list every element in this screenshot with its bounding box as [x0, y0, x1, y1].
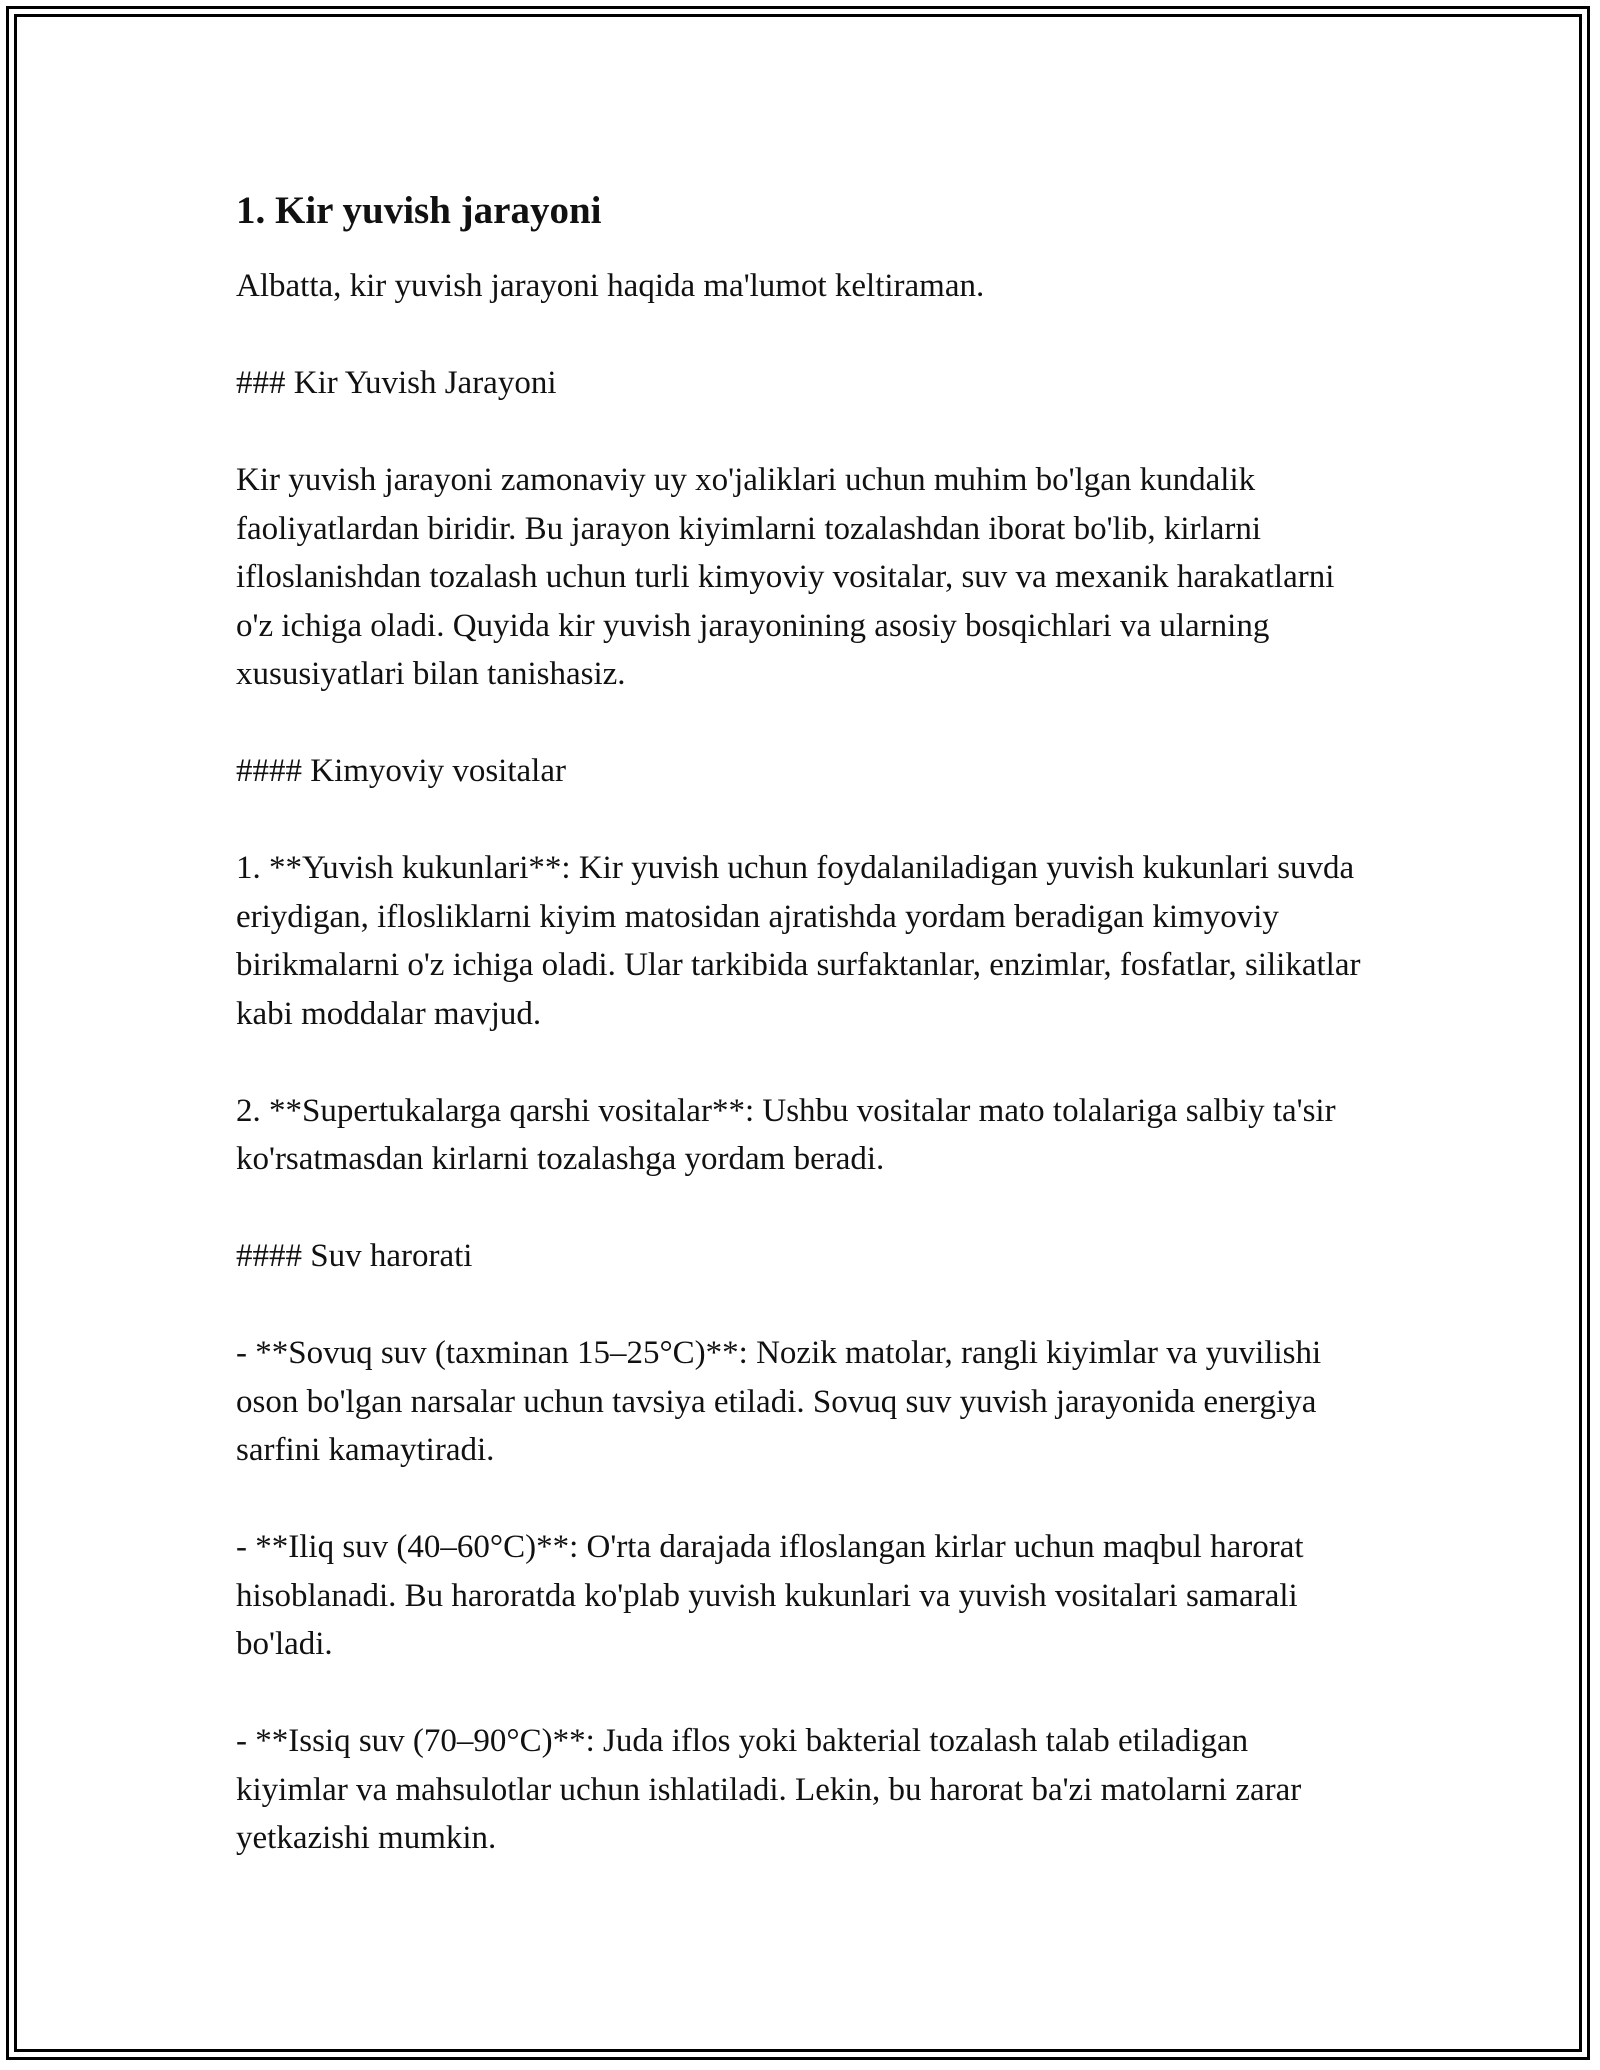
section-heading-suv-harorati: #### Suv harorati	[236, 1238, 473, 1274]
intro-paragraph: Albatta, kir yuvish jarayoni haqida ma'lumot keltiraman.	[236, 268, 985, 304]
section-heading-kir-yuvish: ### Kir Yuvish Jarayoni	[236, 365, 557, 401]
list-item-sovuq-suv: - **Sovuq suv (taxminan 15–25°C)**: Nozik matolar, rangli kiyimlar va yuvilishi oson bo'lgan narsalar uchun tavsiya etiladi. Sovuq suv yuvish jarayonida energiya sarfini kamaytiradi.	[236, 1335, 1322, 1468]
document-body	[236, 186, 1366, 1911]
list-item-yuvish-kukunlari: 1. **Yuvish kukunlari**: Kir yuvish uchun foydalaniladigan yuvish kukunlari suvda eriydigan, iflosliklarni kiyim matosidan ajratishda yordam beradigan kimyoviy birikmalarni o'z ichiga oladi. Ular tarkibida surfaktanlar, enzimlar, fosfatlar, silikatlar kabi moddalar mavjud.	[236, 850, 1361, 1032]
list-item-iliq-suv: - **Iliq suv (40–60°C)**: O'rta darajada ifloslangan kirlar uchun maqbul harorat hisoblanadi. Bu haroratda ko'plab yuvish kukunlari va yuvish vositalari samarali bo'ladi.	[236, 1529, 1304, 1662]
section-heading-kimyoviy: #### Kimyoviy vositalar	[236, 753, 566, 789]
list-item-supertukalar: 2. **Supertukalarga qarshi vositalar**: Ushbu vositalar mato tolalariga salbiy ta'sir ko'rsatmasdan kirlarni tozalashga yordam beradi.	[236, 1092, 1336, 1177]
list-item-issiq-suv: - **Issiq suv (70–90°C)**: Juda iflos yoki bakterial tozalash talab etiladigan kiyimlar va mahsulotlar uchun ishlatiladi. Lekin, bu harorat ba'zi matolarni zarar yetkazishi mumkin.	[236, 1723, 1302, 1856]
overview-paragraph: Kir yuvish jarayoni zamonaviy uy xo'jaliklari uchun muhim bo'lgan kundalik faoliyatlardan biridir. Bu jarayon kiyimlarni tozalashdan iborat bo'lib, kirlarni ifloslanishdan tozalash uchun turli kimyoviy vositalar, suv va mexanik harakatlarni o'z ichiga oladi. Quyida kir yuvish jarayonining asosiy bosqichlari va ularning xususiyatlari bilan tanishasiz.	[236, 462, 1335, 692]
document-title: 1. Kir yuvish jarayoni	[236, 189, 602, 232]
